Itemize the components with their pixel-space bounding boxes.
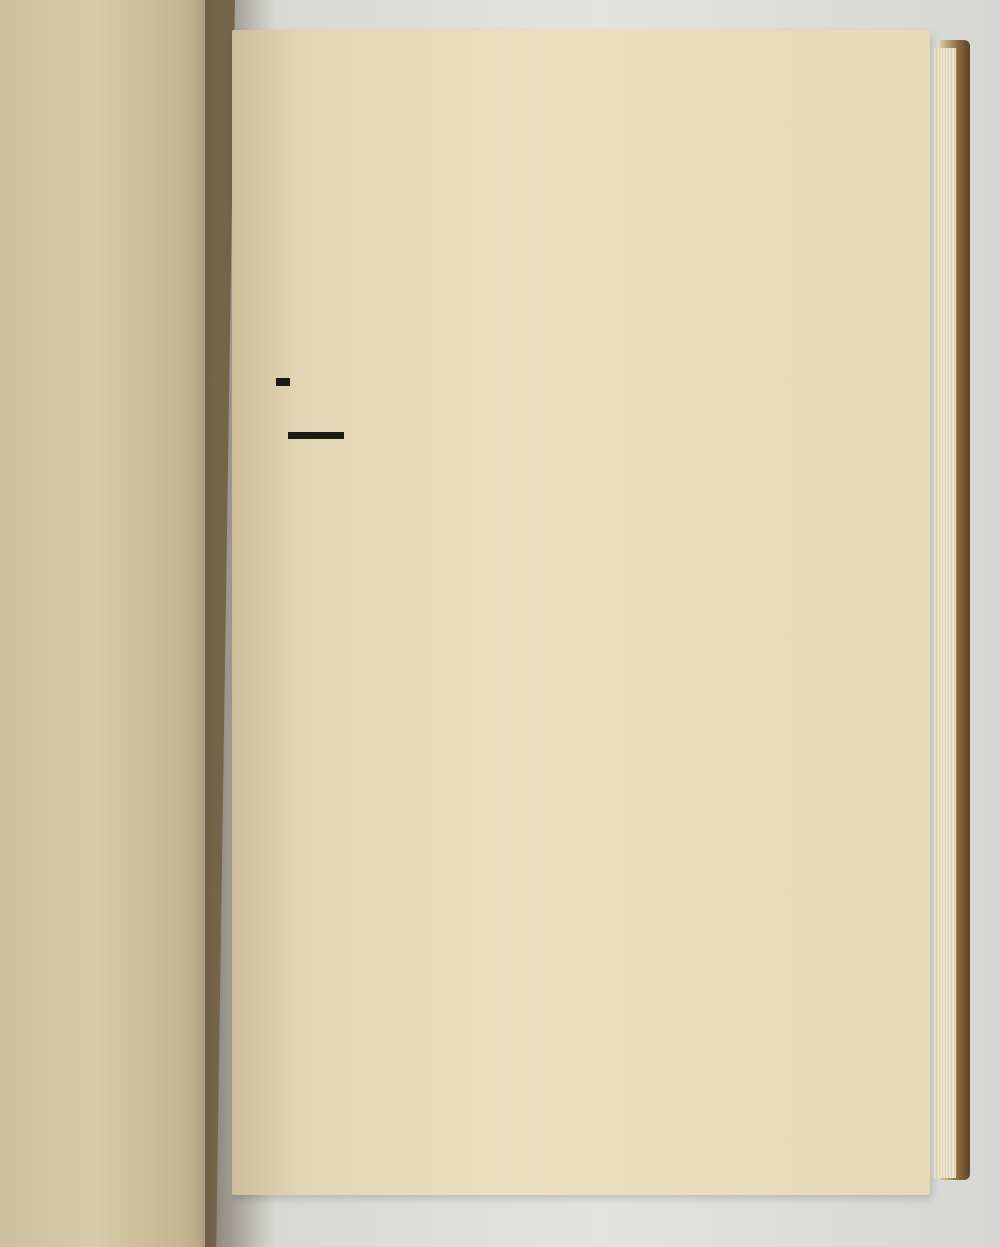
continued-text bbox=[272, 92, 872, 96]
chapter-number bbox=[282, 328, 358, 438]
right-page bbox=[232, 30, 930, 1195]
dropcap-bar-bottom bbox=[288, 432, 344, 439]
left-page-text bbox=[0, 20, 235, 41]
dropcap-bar-top bbox=[276, 378, 290, 386]
chapter-body bbox=[272, 388, 872, 393]
printer-signature bbox=[262, 1140, 282, 1155]
page-edges bbox=[934, 48, 956, 1178]
left-page bbox=[0, 0, 235, 1247]
